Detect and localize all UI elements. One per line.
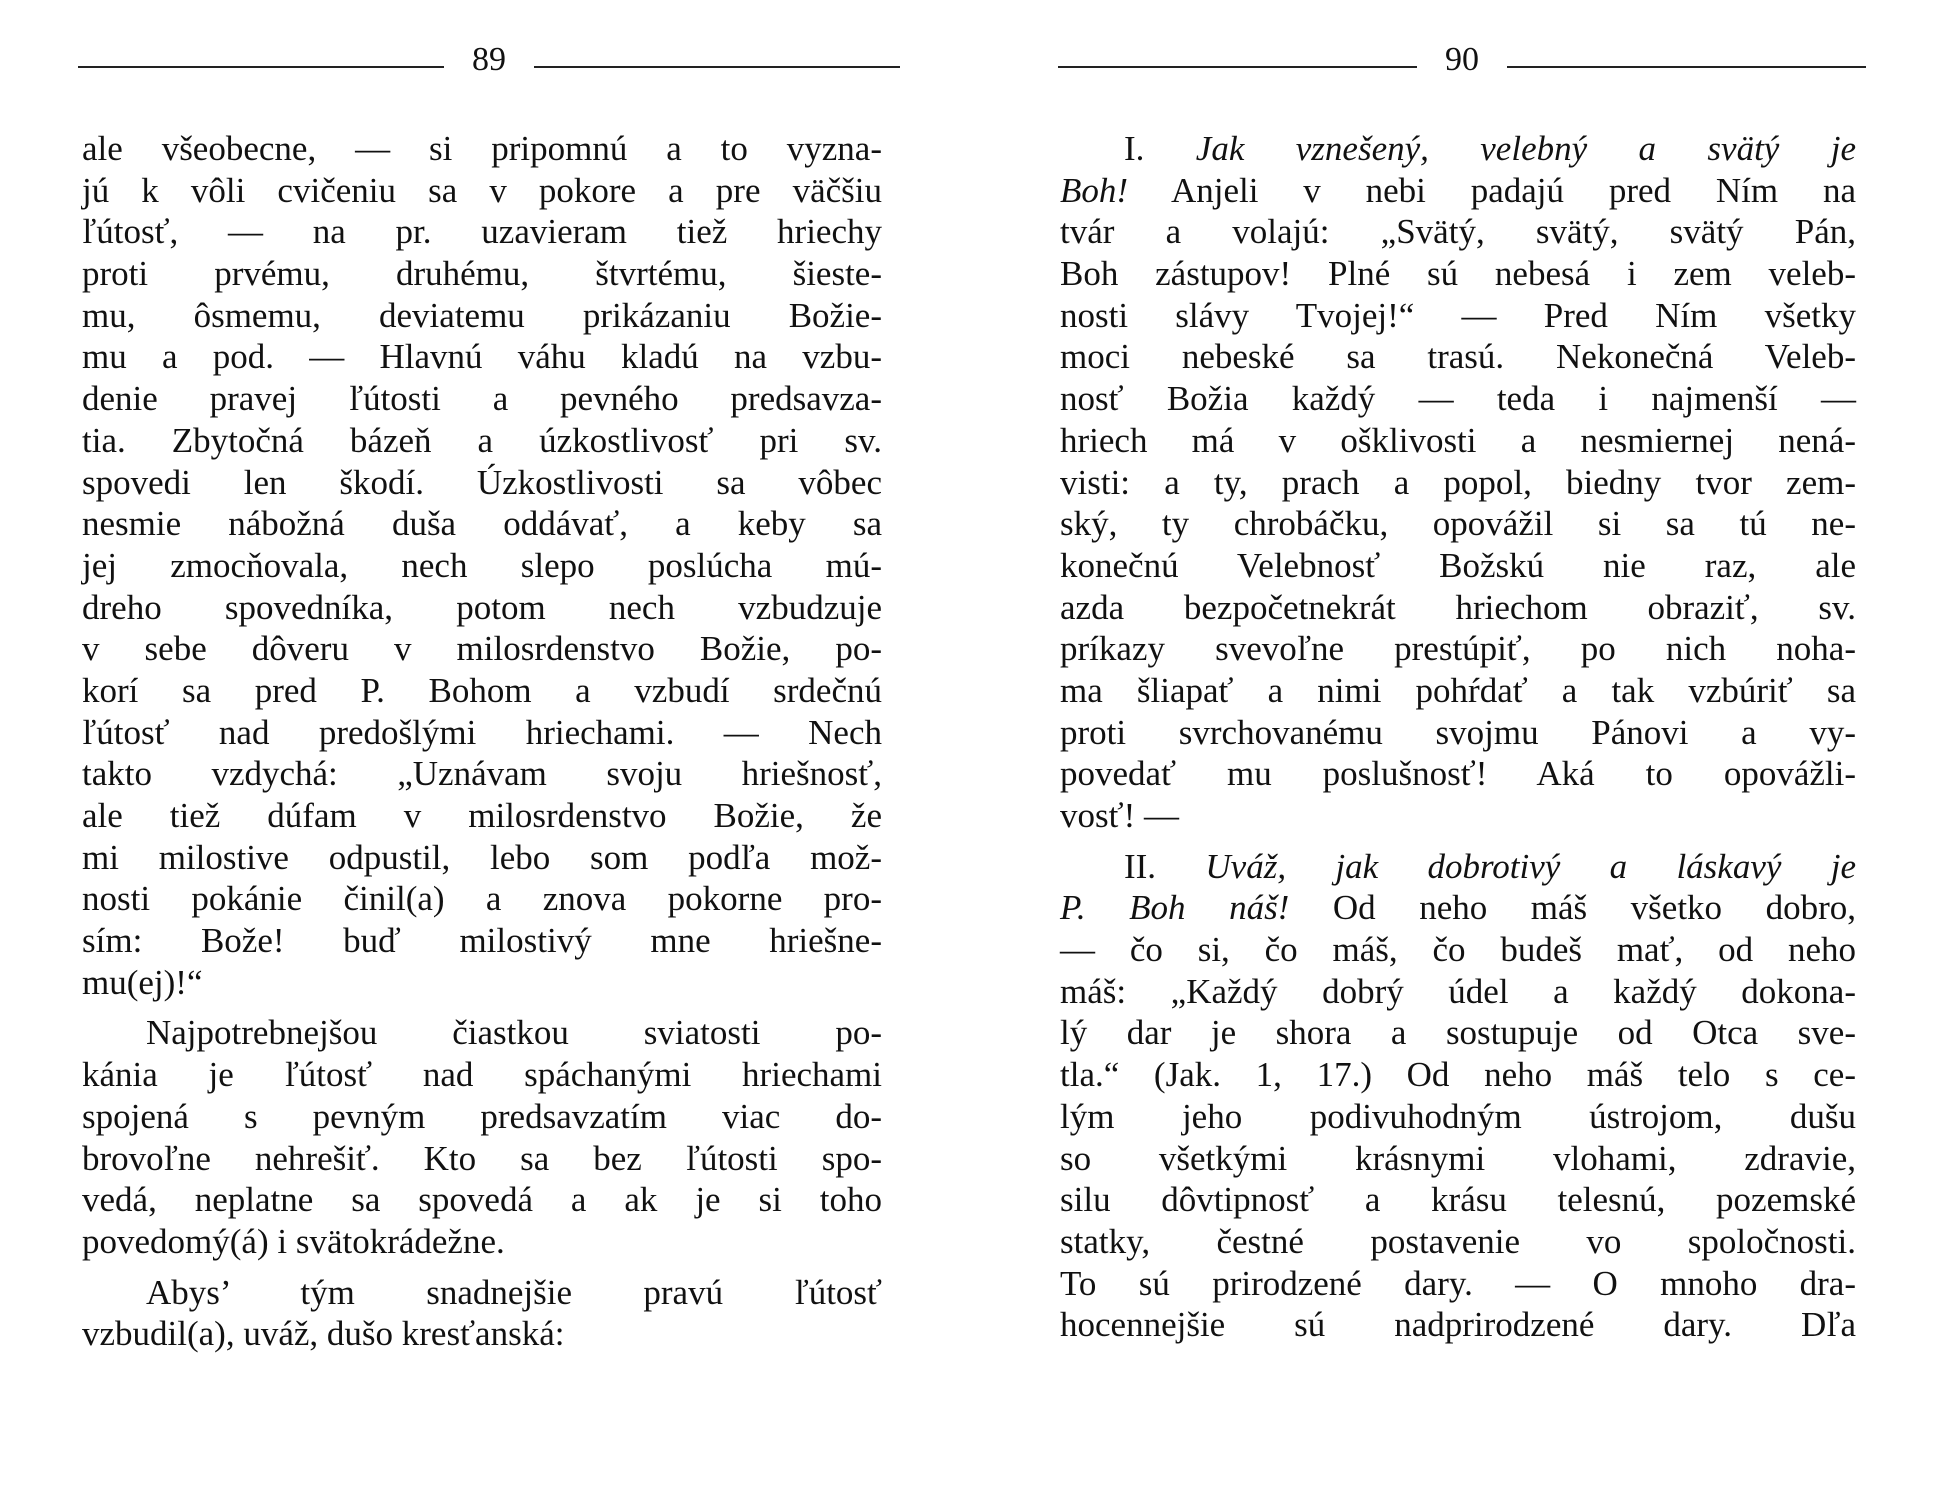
text-line: tvár a volajú: „Svätý, svätý, svätý Pán, [1060,212,1856,252]
right-page-text [1060,128,1856,1346]
text-line: azda bezpočetnekrát hriechom obraziť, sv. [1060,587,1856,627]
text-line: ale tiež dúfam v milosrdenstvo Božie, že [82,796,882,835]
header-rule [534,66,900,68]
text-line: jú k vôli cvičeniu sa v pokore a pre väčšiu [82,170,882,210]
text-line: hriech má v ošklivosti a nesmiernej nená- [1060,420,1856,460]
text-line: príkazy svevoľne prestúpiť, po nich noha- [1060,629,1856,669]
section-heading: Boh! [1060,170,1129,210]
header-rule [1507,66,1866,68]
text-run: Od neho máš všetko dobro, [1332,888,1856,928]
text-line: takto vzdychá: „Uznávam svoju hriešnosť, [82,754,882,794]
text-line: kánia je ľútosť nad spáchanými hriechami [82,1055,882,1095]
text-line: ma šliapať a nimi pohŕdať a tak vzbúriť sa [1060,670,1856,710]
text-line: visti: a ty, prach a popol, biedny tvor zem- [1060,462,1856,502]
text-line: mu, ôsmemu, deviatemu prikázaniu Božie- [82,295,882,335]
text-line: sím: Bože! buď milostivý mne hriešne- [82,921,882,961]
page-header-left [78,40,900,80]
text-line: spovedi len škodí. Úzkostlivosti sa vôbec [82,462,882,502]
text-line: Boh zástupov! Plné sú nebesá i zem veleb- [1060,254,1856,294]
right-page [970,0,1940,1500]
text-line: — čo si, čo máš, čo budeš mať, od neho [1060,930,1856,970]
text-line: Najpotrebnejšou čiastkou sviatosti po- [146,1013,882,1053]
text-line: denie pravej ľútosti a pevného predsavza- [82,379,882,419]
text-line: tla.“ (Jak. 1, 17.) Od neho máš telo s ce- [1060,1055,1856,1095]
text-line: proti prvému, druhému, štvrtému, šieste- [82,254,882,294]
page-header-right [1058,40,1866,80]
text-line: vosť! — [1060,796,1179,835]
text-line: korí sa pred P. Bohom a vzbudí srdečnú [82,670,882,710]
text-line: lým jeho podivuhodným ústrojom, dušu [1060,1096,1856,1136]
text-line: v sebe dôveru v milosrdenstvo Božie, po- [82,629,882,669]
section-heading-line [1060,170,1856,212]
text-line: vzbudil(a), uváž, dušo kresťanská: [82,1314,565,1354]
text-line: tia. Zbytočná bázeň a úzkostlivosť pri sv. [82,420,882,460]
text-line: To sú prirodzené dary. — O mnoho dra- [1060,1263,1856,1303]
text-line: hocennejšie sú nadprirodzené dary. Dľa [1060,1305,1856,1345]
text-line: povedomý(á) i svätokrádežne. [82,1221,505,1261]
text-line: mu a pod. — Hlavnú váhu kladú na vzbu- [82,337,882,377]
text-line: dreho spovedníka, potom nech vzbudzuje [82,587,882,627]
text-line: ľútosť, — na pr. uzavieram tiež hriechy [82,212,882,252]
text-line: proti svrchovanému svojmu Pánovi a vy- [1060,712,1856,752]
section-heading: Jak vznešený, velebný a svätý je [1195,129,1856,168]
text-line: silu dôvtipnosť a krásu telesnú, pozemské [1060,1180,1856,1220]
text-line: máš: „Každý dobrý údel a každý dokona- [1060,971,1856,1011]
text-run: Anjeli v nebi padajú pred Ním na [1170,170,1857,210]
text-line: brovoľne nehrešiť. Kto sa bez ľútosti spo- [82,1138,882,1178]
text-line: lý dar je shora a sostupuje od Otca sve- [1060,1013,1856,1053]
left-page-text [82,128,882,1355]
text-line: ale všeobecne, — si pripomnú a to vyzna- [82,129,882,168]
text-line: so všetkými krásnymi vlohami, zdravie, [1060,1138,1856,1178]
text-line: nosť Božia každý — teda i najmenší — [1060,379,1856,419]
section-heading-line [1060,846,1856,888]
text-line: ský, ty chrobáčku, opovážil si sa tú ne- [1060,504,1856,544]
text-line: konečnú Velebnosť Božskú nie raz, ale [1060,545,1856,585]
text-line: jej zmocňovala, nech slepo poslúcha mú- [82,545,882,585]
text-line: vedá, neplatne sa spovedá a ak je si toho [82,1180,882,1220]
text-line: nosti slávy Tvojej!“ — Pred Ním všetky [1060,295,1856,335]
page-number: 90 [1445,41,1479,78]
header-rule [78,66,444,68]
page-number: 89 [472,41,506,78]
text-line: mi milostive odpustil, lebo som podľa mož- [82,837,882,877]
text-line: nesmie nábožná duša oddávať, a keby sa [82,504,882,544]
text-line: Abys’ tým snadnejšie pravú ľútosť [146,1272,882,1312]
section-numeral: I. [1124,129,1145,168]
text-line: statky, čestné postavenie vo spoločnosti. [1060,1221,1856,1261]
header-rule [1058,66,1417,68]
text-line: spojená s pevným predsavzatím viac do- [82,1096,882,1136]
section-numeral: II. [1124,846,1157,886]
section-heading: P. Boh náš! [1060,888,1290,928]
section-heading-line [1060,887,1856,929]
text-line: moci nebeské sa trasú. Nekonečná Veleb- [1060,337,1856,377]
section-heading: Uváž, jak dobrotivý a láskavý je [1205,846,1856,886]
text-line: ľútosť nad predošlými hriechami. — Nech [82,712,882,752]
text-line: nosti pokánie činil(a) a znova pokorne pro- [82,879,882,919]
text-line: mu(ej)!“ [82,962,203,1002]
section-heading-line [1060,128,1856,170]
text-line: povedať mu poslušnosť! Aká to opovážli- [1060,754,1856,794]
